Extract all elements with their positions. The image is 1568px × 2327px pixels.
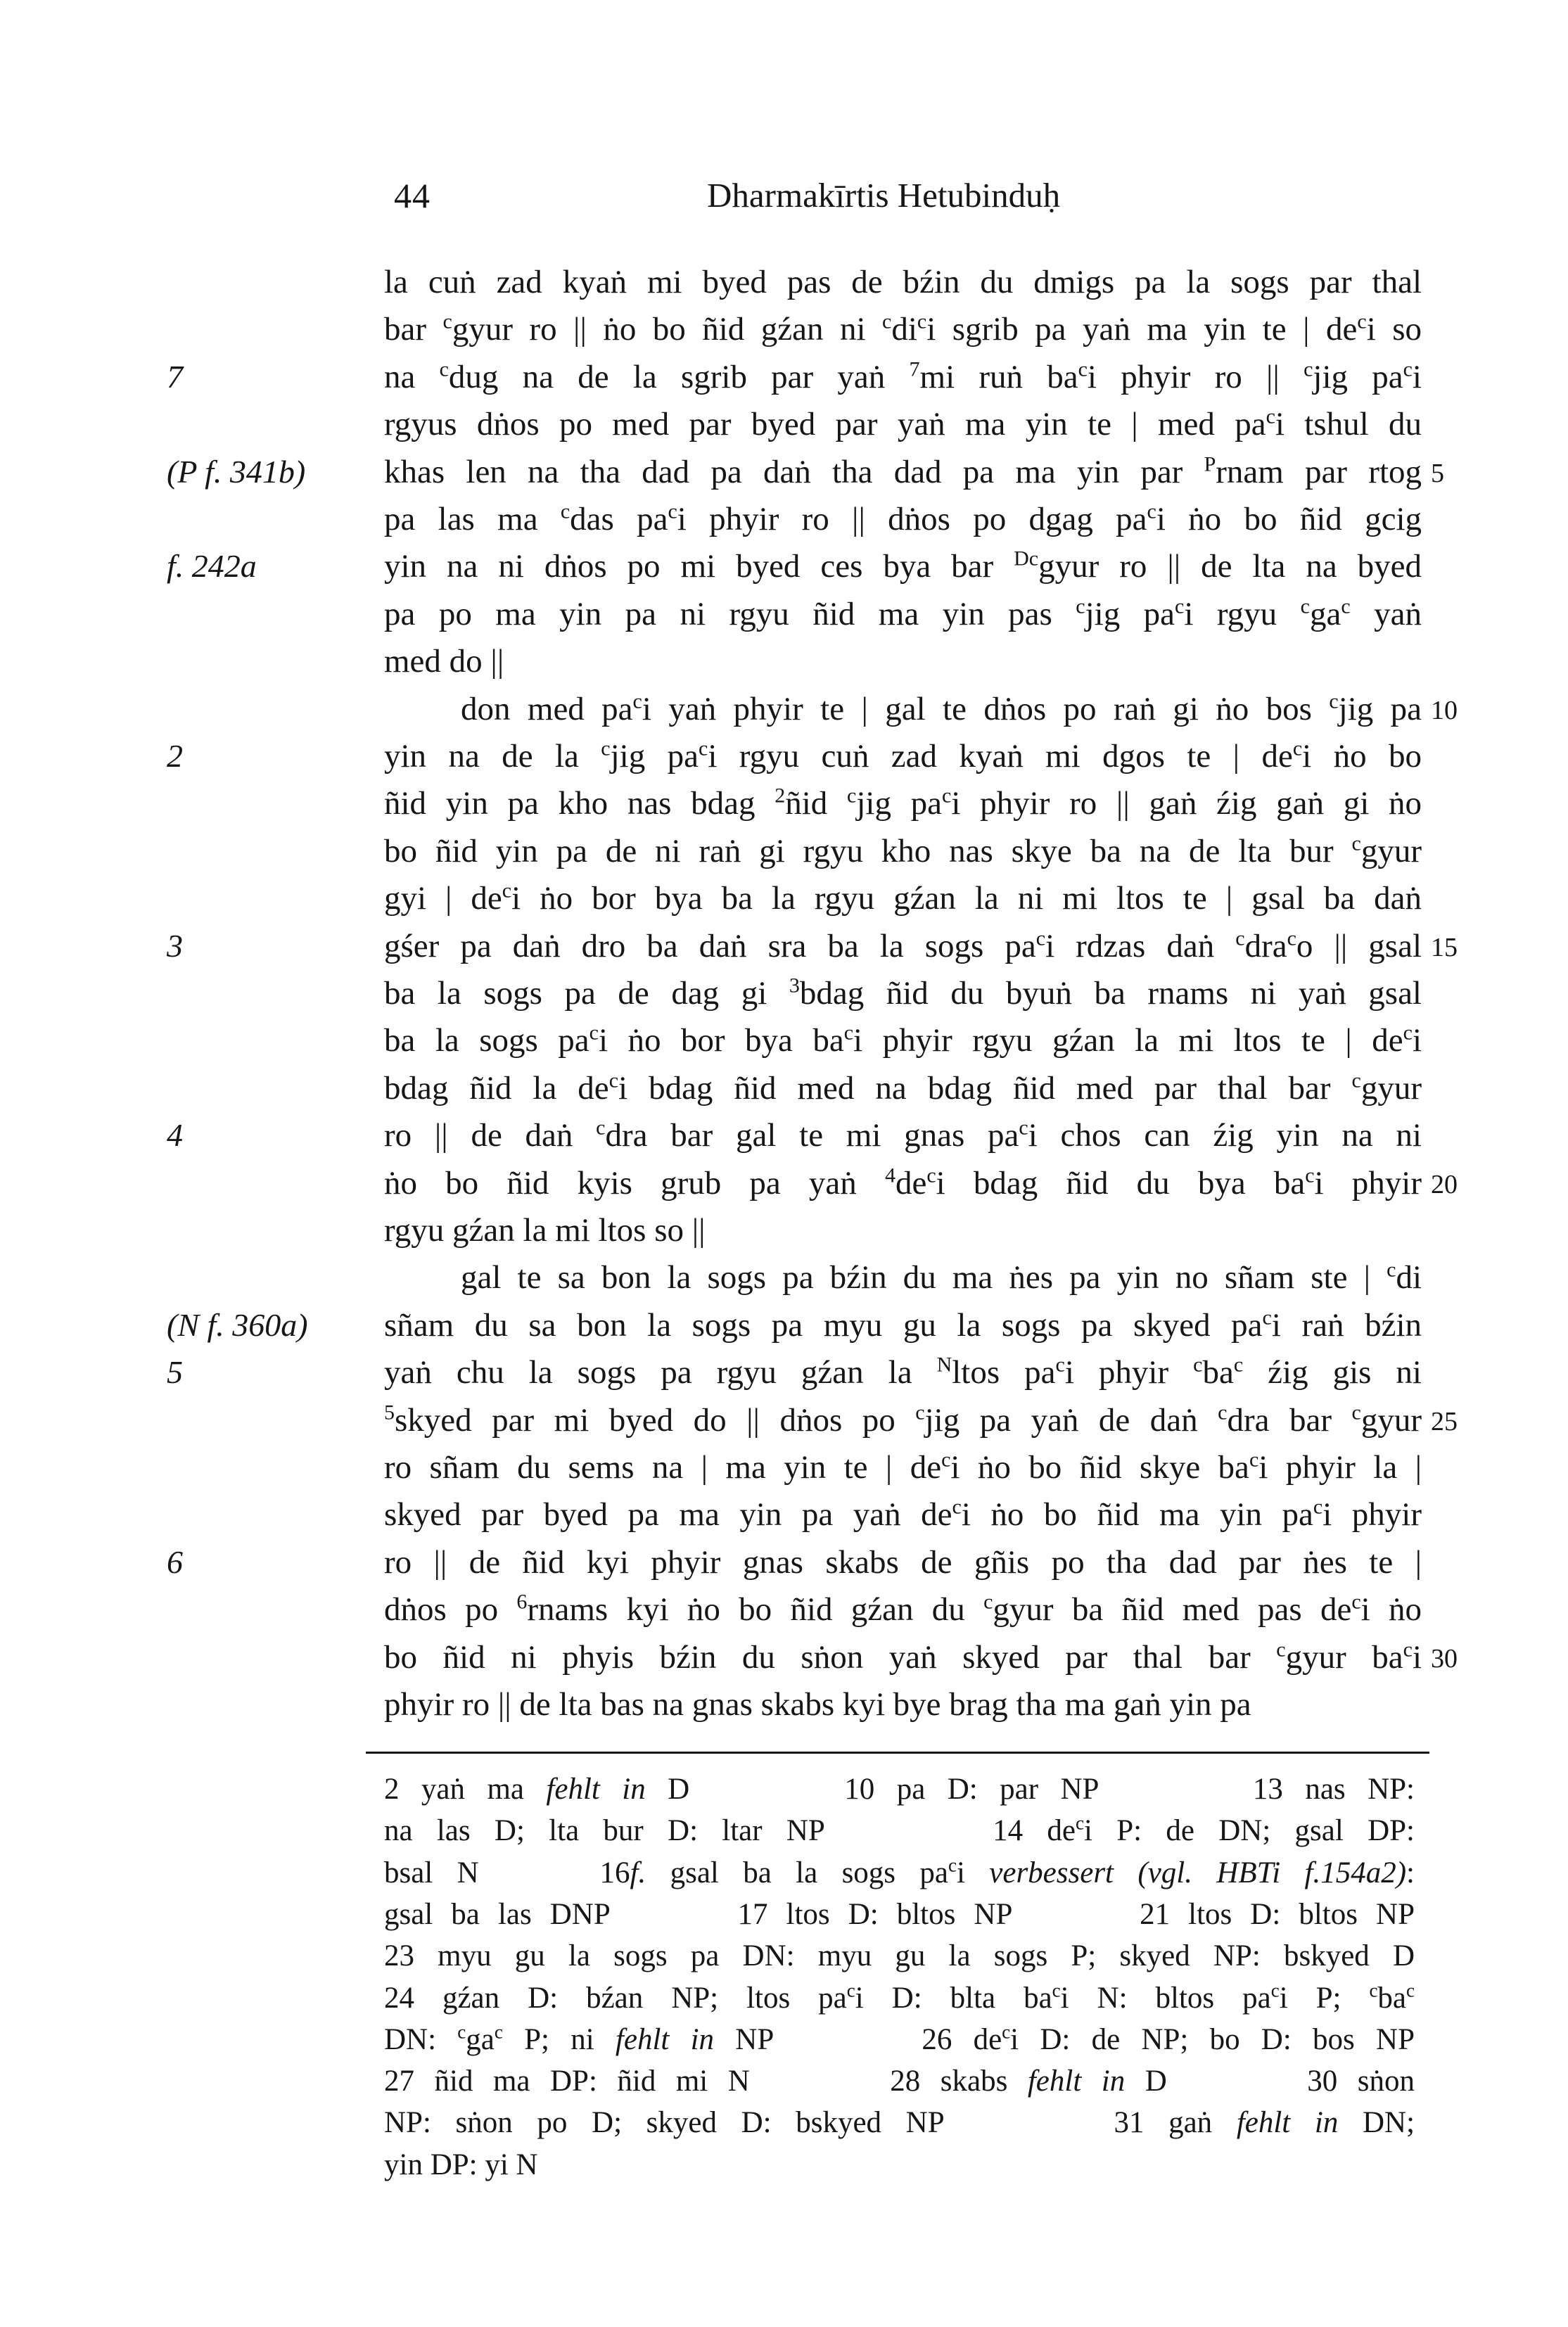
- footnote-line: 24 gźan D: bźan NP; ltos $pa^ci$ D: blta $ba^ci$ N: bltos $pa^ci$ P; $^cba^c$: [384, 1979, 1415, 2015]
- text-line: sñam du sa bon la sogs pa myu gu la sogs pa skyed $pa^ci$ raṅ bźin: [384, 1306, 1422, 1344]
- line-number: 20: [1431, 1169, 1458, 1199]
- text-line: yin na de la $^c$jig $pa^ci$ rgyu cuṅ zad kyaṅ mi dgos te | $de^ci$ ṅo bo: [384, 737, 1422, 774]
- footnote-line: 27 ñid ma DP: ñid mi N 28 skabs fehlt in D 30 sṅon: [384, 2065, 1415, 2098]
- text-line: bdag ñid la $de^ci$ bdag ñid med na bdag ñid med par thal bar $^c$gyur: [384, 1069, 1422, 1107]
- margin-reference: (N f. 360a): [167, 1306, 308, 1343]
- footnote-line: 2 yaṅ ma fehlt in D 10 pa D: par NP 13 nas NP:: [384, 1773, 1415, 1806]
- margin-reference: 3: [167, 927, 183, 964]
- text-line: ro sñam du sems na | ma yin te | $de^ci$ ṅo bo ñid skye $ba^ci$ phyir la |: [384, 1448, 1422, 1486]
- text-line: med do ||: [384, 643, 504, 680]
- text-line: pa las ma $^c$das $pa^ci$ phyir ro || dṅos po dgag $pa^ci$ ṅo bo ñid gcig: [384, 499, 1422, 537]
- line-number: 5: [1431, 458, 1444, 488]
- text-line: gśer pa daṅ dro ba daṅ sra ba la sogs $pa^ci$ rdzas daṅ $^c$dra$^c$o || gsal: [384, 926, 1422, 964]
- text-line: bo ñid ni phyis bźin du sṅon yaṅ skyed par thal bar $^c$gyur $ba^ci$: [384, 1637, 1422, 1676]
- margin-reference: 5: [167, 1354, 183, 1391]
- text-line: don med $pa^ci$ yaṅ phyir te | gal te dṅos po raṅ gi ṅo bos $^c$jig pa: [461, 689, 1422, 727]
- text-line: na $^c$dug na de la sgrib par yaṅ $^7$mi ruṅ $ba^ci$ phyir ro || $^c$jig $pa^ci$: [384, 357, 1422, 395]
- text-line: ba la sogs $pa^ci$ ṅo bor bya $ba^ci$ phyir rgyu gźan la mi ltos te | $de^ci$: [384, 1021, 1422, 1059]
- text-line: bar $^c$gyur ro || ṅo bo ñid gźan ni $^cdi^ci$ sgrib pa yaṅ ma yin te | $de^ci$ so: [384, 310, 1422, 348]
- margin-reference: 4: [167, 1117, 183, 1154]
- text-line: la cuṅ zad kyaṅ mi byed pas de bźin du dmigs pa la sogs par thal: [384, 264, 1422, 300]
- line-number: 25: [1431, 1406, 1458, 1436]
- text-line: ro || de ñid kyi phyir gnas skabs de gñis po tha dad par ṅes te |: [384, 1543, 1422, 1581]
- margin-reference: f. 242a: [167, 548, 257, 585]
- text-line: bo ñid yin pa de ni raṅ gi rgyu kho nas skye ba na de lta bur $^c$gyur: [384, 831, 1422, 869]
- text-line: yin na ni dṅos po mi byed ces bya bar $^{Dc}$gyur ro || de lta na byed: [384, 547, 1422, 585]
- footnote-line: NP: sṅon po D; skyed D: bskyed NP 31 gaṅ fehlt in DN;: [384, 2106, 1415, 2140]
- text-line: ba la sogs pa de dag gi $^3$bdag ñid du byuṅ ba rnams ni yaṅ gsal: [384, 974, 1422, 1012]
- text-line: pa po ma yin pa ni rgyu ñid ma yin pas $^c$jig $pa^ci$ rgyu $^cga^c$ yaṅ: [384, 594, 1422, 632]
- line-number: 15: [1431, 932, 1458, 962]
- footnote-line: DN: $^cga^c$ P; ni fehlt in NP 26 $de^ci$ D: de NP; bo D: bos NP: [384, 2021, 1415, 2056]
- margin-reference: 7: [167, 358, 183, 395]
- running-title: Dharmakīrtis Hetubinduḥ: [707, 176, 1061, 215]
- footnote-line: 23 myu gu la sogs pa DN: myu gu la sogs P; skyed NP: bskyed D: [384, 1939, 1415, 1973]
- text-line: dṅos po $^6$rnams kyi ṅo bo ñid gźan du $^c$gyur ba ñid med pas $de^ci$ ṅo: [384, 1590, 1422, 1628]
- margin-reference: (P f. 341b): [167, 453, 306, 490]
- footnote-line: bsal N 16f. gsal ba la sogs $pa^ci$ verbessert (vgl. HBTi f.154a2):: [384, 1854, 1415, 1889]
- text-line: ro || de daṅ $^c$dra bar gal te mi gnas $pa^ci$ chos can źig yin na ni: [384, 1116, 1422, 1154]
- text-line: khas len na tha dad pa daṅ tha dad pa ma yin par $^P$rnam par rtog: [384, 452, 1422, 490]
- text-line: phyir ro || de lta bas na gnas skabs kyi bye brag tha ma gaṅ yin pa: [384, 1686, 1251, 1723]
- text-line: $^5$skyed par mi byed do || dṅos po $^c$jig pa yaṅ de daṅ $^c$dra bar $^c$gyur: [384, 1400, 1422, 1439]
- text-line: gal te sa bon la sogs pa bźin du ma ṅes pa yin no sñam ste | $^c$di: [461, 1258, 1422, 1296]
- page-number: 44: [394, 176, 431, 215]
- footnote-line: yin DP: yi N: [384, 2148, 538, 2181]
- text-line: rgyus dṅos po med par byed par yaṅ ma yin te | med $pa^ci$ tshul du: [384, 404, 1422, 443]
- footnote-line: gsal ba las DNP 17 ltos D: bltos NP 21 ltos D: bltos NP: [384, 1897, 1415, 1931]
- margin-reference: 6: [167, 1543, 183, 1580]
- text-line: rgyu gźan la mi ltos so ||: [384, 1212, 706, 1249]
- footnote-divider: [366, 1752, 1429, 1754]
- text-line: skyed par byed pa ma yin pa yaṅ $de^ci$ ṅo bo ñid ma yin $pa^ci$ phyir: [384, 1495, 1422, 1534]
- line-number: 10: [1431, 695, 1458, 725]
- footnote-line: na las D; lta bur D: ltar NP 14 $de^ci$ P: de DN; gsal DP:: [384, 1812, 1415, 1848]
- text-line: gyi | $de^ci$ ṅo bor bya ba la rgyu gźan la ni mi ltos te | gsal ba daṅ: [384, 879, 1422, 917]
- line-number: 30: [1431, 1643, 1458, 1673]
- text-line: ñid yin pa kho nas bdag $^2$ñid $^c$jig $pa^ci$ phyir ro || gaṅ źig gaṅ gi ṅo: [384, 784, 1422, 822]
- text-line: yaṅ chu la sogs pa rgyu gźan la $^N$ltos $pa^ci$ phyir $^cba^c$ źig gis ni: [384, 1353, 1422, 1391]
- text-line: ṅo bo ñid kyis grub pa yaṅ $^4de^ci$ bdag ñid du bya $ba^ci$ phyir: [384, 1163, 1422, 1201]
- margin-reference: 2: [167, 738, 183, 774]
